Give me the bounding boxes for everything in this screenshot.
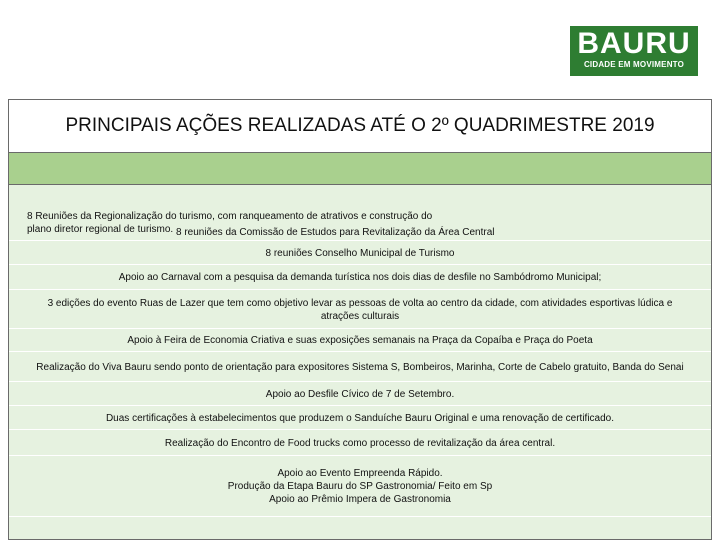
row-text: atrações culturais [320, 310, 400, 322]
row-text: Apoio ao Evento Empreenda Rápido. [277, 468, 443, 479]
row-text-part: 8 reuniões da Comissão de Estudos para Revitalização da Área Central [173, 227, 495, 238]
row-text: Duas certificações à estabelecimentos que produzem o Sanduíche Bauru Original e uma renovação de certificado. [105, 412, 615, 424]
table-header-band [9, 153, 711, 185]
row-text: 3 edições do evento Ruas de Lazer que tem como objetivo levar as pessoas de volta ao centro da cidade, com atividades esportivas lúdica e [47, 297, 673, 309]
row-text-part: plano diretor regional de turismo. [27, 224, 174, 235]
bauru-logo [570, 26, 698, 76]
table-row [9, 330, 711, 352]
table-row [9, 457, 711, 517]
row-text: Realização do Encontro de Food trucks como processo de revitalização da área central. [164, 437, 556, 449]
row-text: Apoio ao Desfile Cívico de 7 de Setembro. [265, 388, 455, 400]
row-text: Produção da Etapa Bauru do SP Gastronomia/ Feito em Sp [227, 481, 493, 492]
table-row [9, 407, 711, 430]
row-text: Apoio à Feira de Economia Criativa e suas exposições semanais na Praça da Copaíba e Praça do Poeta [127, 335, 593, 346]
table-row [9, 242, 711, 265]
table-row [9, 204, 711, 241]
table-row-empty [9, 518, 711, 539]
row-text-line2 [27, 223, 711, 236]
table-row [9, 266, 711, 290]
page-title: PRINCIPAIS AÇÕES REALIZADAS ATÉ O 2º QUADRIMESTRE 2019 [65, 115, 655, 136]
row-text: 8 reuniões Conselho Municipal de Turismo [265, 247, 455, 259]
row-text: Realização do Viva Bauru sendo ponto de orientação para expositores Sistema S, Bombeiros, Marinha, Corte de Cabelo gratuito, Banda do Senai [36, 361, 684, 373]
table-row [9, 383, 711, 406]
table-row [9, 291, 711, 329]
table-row [9, 431, 711, 456]
table-row [9, 353, 711, 382]
actions-table [8, 99, 712, 540]
table-title [9, 100, 711, 153]
row-text: Apoio ao Prêmio Impera de Gastronomia [269, 494, 451, 505]
logo-main-text: BAURU [577, 27, 691, 60]
logo-sub-text: CIDADE EM MOVIMENTO [583, 60, 685, 69]
row-text: 8 Reuniões da Regionalização do turismo, com ranqueamento de atrativos e construção do [27, 211, 433, 222]
row-text: Apoio ao Carnaval com a pesquisa da demanda turística nos dois dias de desfile no Sambódromo Municipal; [118, 272, 602, 283]
